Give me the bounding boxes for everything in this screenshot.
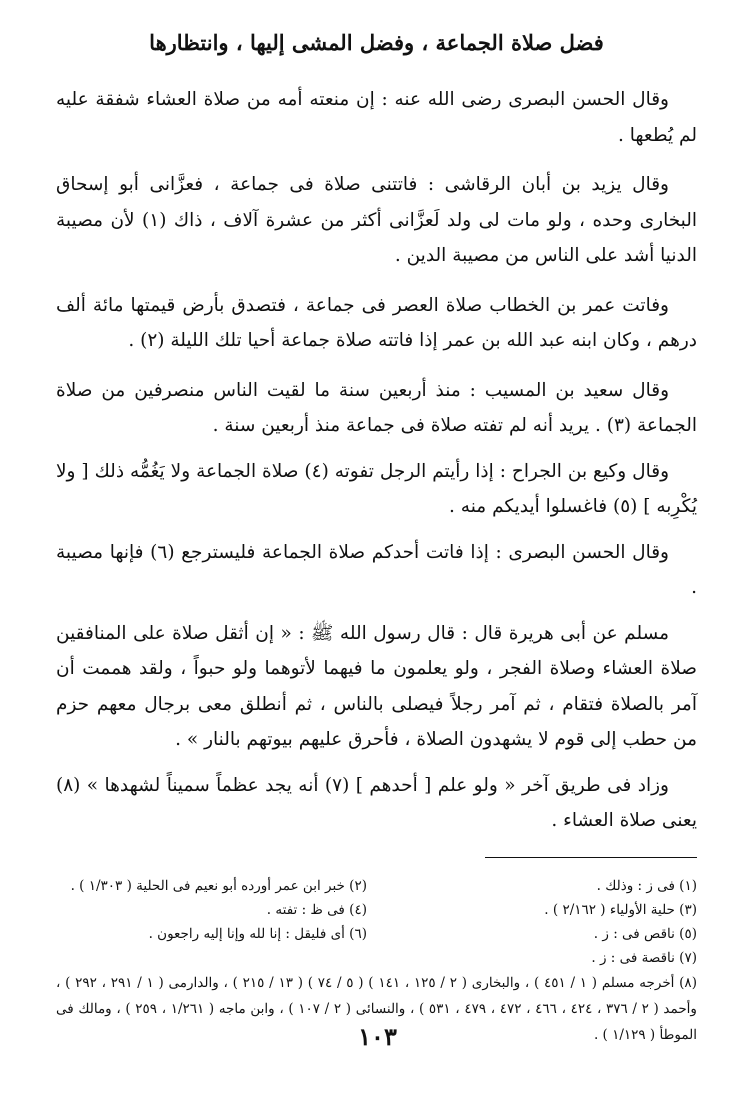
page-title: فضل صلاة الجماعة ، وفضل المشى إليها ، وانتظارها	[149, 30, 604, 55]
paragraph-waki-jarrah: وقال وكيع بن الجراح : إذا رأيتم الرجل تفوته (٤) صلاة الجماعة ولا يَغُمُّه ذلك [ ولا يُكْرِبه ] (٥) فاغسلوا أيديكم منه .	[56, 460, 697, 517]
footnote-6: (٦) أى فليقل : إنا لله وإنا إليه راجعون .	[148, 925, 367, 942]
page-number: ١٠٣	[358, 1022, 397, 1051]
footnote-4: (٤) فى ظ : تفته .	[266, 901, 367, 918]
paragraph-hasan-basri-mother: وقال الحسن البصرى رضى الله عنه : إن منعته أمه من صلاة العشاء شفقة عليه لم يُطعها .	[56, 89, 697, 146]
paragraph-yazid-raqashi: وقال يزيد بن أبان الرقاشى : فاتتنى صلاة فى جماعة ، فعزَّانى أبو إسحاق البخارى وحده ، ولو مات لى ولد لَعزَّانى أكثر من عشرة آلاف ، ذاك (١) لأن مصيبة الدنيا أشد على الناس من مصيبة الدين .	[56, 174, 698, 266]
paragraph-umar-asr: وفاتت عمر بن الخطاب صلاة العصر فى جماعة ، فتصدق بأرض قيمتها مائة ألف درهم ، وكان ابنه عبد الله بن عمر إذا فاتته صلاة جماعة أحيا تلك الليلة (٢) .	[56, 294, 697, 351]
footnote-2: (٢) خبر ابن عمر أورده أبو نعيم فى الحلية ( ١/٣٠٣ ) .	[70, 877, 367, 894]
paragraph-hasan-basri-istirja: وقال الحسن البصرى : إذا فاتت أحدكم صلاة الجماعة فليسترجع (٦) فإنها مصيبة .	[56, 541, 697, 598]
footnote-1: (١) فى ز : وذلك .	[596, 877, 697, 894]
footnote-3: (٣) حلية الأولياء ( ٢/١٦٢ ) .	[544, 901, 697, 918]
footnote-5: (٥) ناقص فى : ز .	[593, 925, 697, 942]
paragraph-muslim-hadith: مسلم عن أبى هريرة قال : قال رسول الله ﷺ : « إن أثقل صلاة على المنافقين صلاة العشاء وصلاة الفجر ، ولو يعلمون ما فيهما لأتوهما ولو حبواً ، ولقد هممت أن آمر بالصلاة فتقام ، ثم آمر رجلاً فيصلى بالناس ، ثم أنطلق معى برجال معهم حزم من حطب إلى قوم لا يشهدون الصلاة ، فأحرق عليهم بيوتهم بالنار » .	[56, 622, 697, 750]
footnote-divider	[485, 857, 697, 858]
footnotes-grid	[56, 874, 697, 970]
footnote-7: (٧) ناقصة فى : ز .	[591, 949, 697, 966]
paragraph-other-narration: وزاد فى طريق آخر « ولو علم [ أحدهم ] (٧) أنه يجد عظماً سميناً لشهدها » (٨) يعنى صلاة العشاء .	[56, 774, 697, 831]
footnote-8: (٨) أخرجه مسلم ( ١ / ٤٥١ ) ، والبخارى ( ٢ / ١٢٥ ، ١٤١ ) ( ٥ / ٧٤ ) ( ١٣ / ٢١٥ ) ، والدارمى ( ١ / ٢٩١ ، ٢٩٢ ) ، وأحمد ( ٢ / ٣٧٦ ، ٤٢٤ ، ٤٦٦ ، ٤٧٢ ، ٤٧٩ ، ٥٣١ ) ، والنسائى ( ٢ / ١٠٧ ) ، وابن ماجه ( ١/٢٦١ ، ٢٥٩ ) ، ومالك فى الموطأ ( ١/١٢٩ ) .	[56, 974, 697, 1043]
paragraph-said-musayyib: وقال سعيد بن المسيب : منذ أربعين سنة ما لقيت الناس منصرفين من صلاة الجماعة (٣) . يريد أنه لم تفته صلاة فى جماعة منذ أربعين سنة .	[56, 379, 697, 436]
